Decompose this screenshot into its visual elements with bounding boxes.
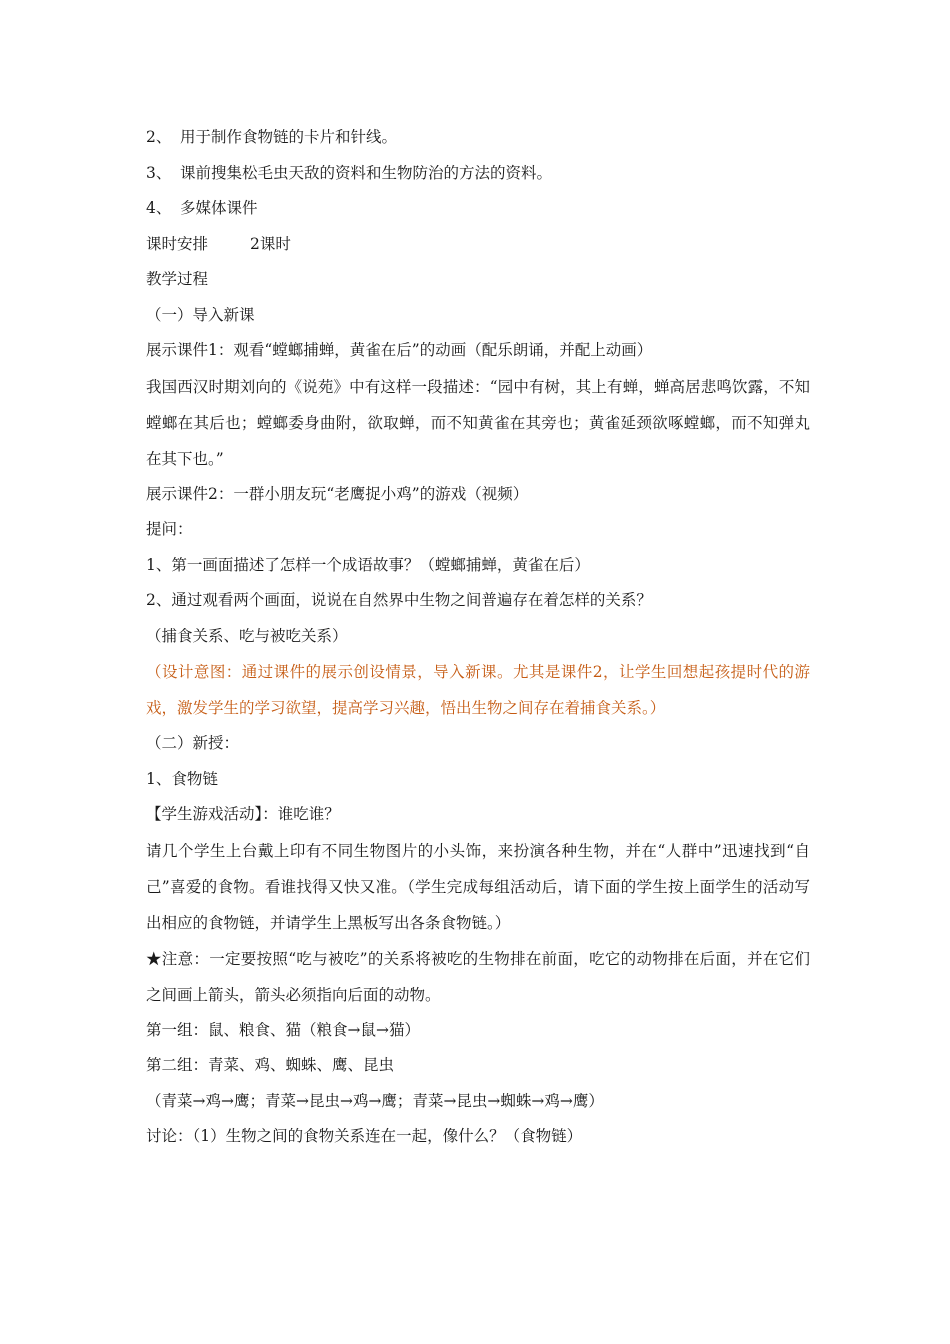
- material-item-4: [146, 191, 810, 227]
- note-paragraph: ★注意：一定要按照“吃与被吃”的关系将被吃的生物排在前面，吃它的动物排在后面，并在它们之间画上箭头，箭头必须指向后面的动物。: [146, 949, 810, 1004]
- schedule-value: 2课时: [250, 234, 291, 253]
- section1-title: （一）导入新课: [146, 305, 255, 324]
- process-title: 教学过程: [146, 270, 209, 288]
- document-page: [146, 120, 810, 1155]
- material-item-2: [146, 120, 810, 156]
- activity-label: 【学生游戏活动】：谁吃谁？: [146, 805, 340, 823]
- activity-description: 请几个学生上台戴上印有不同生物图片的小头饰，来扮演各种生物，并在“人群中”迅速找到“自己”喜爱的食物。看谁找得又快又准。（学生完成每组活动后，请下面的学生按上面学生的活动写出相应的食物链，并请学生上黑板写出各条食物链。）: [146, 841, 810, 932]
- item-text: 用于制作食物链的卡片和针线。: [180, 128, 398, 146]
- item-number: 2、: [146, 128, 172, 146]
- item-number: 3、: [146, 163, 172, 182]
- item-number: 4、: [146, 199, 172, 217]
- schedule-label: 课时安排: [146, 234, 209, 253]
- group-2: 第二组：青菜、鸡、蜘蛛、鹰、昆虫: [146, 1056, 395, 1074]
- item-text: 多媒体课件: [180, 199, 258, 217]
- design-intent: （设计意图：通过课件的展示创设情景，导入新课。尤其是课件2，让学生回想起孩提时代的游戏，激发学生的学习欲望，提高学习兴趣，悟出生物之间存在着捕食关系。）: [146, 663, 810, 717]
- discussion: 讨论：（1）生物之间的食物关系连在一起，像什么？（食物链）: [146, 1127, 583, 1145]
- section2-title: （二）新授：: [146, 734, 240, 752]
- item-text: 课前搜集松毛虫天敌的资料和生物防治的方法的资料。: [180, 163, 553, 182]
- quote-paragraph: 我国西汉时期刘向的《说苑》中有这样一段描述：“园中有树，其上有蝉，蝉高居悲鸣饮露，不知螳螂在其后也；螳螂委身曲附，欲取蝉，而不知黄雀在其旁也；黄雀延颈欲啄螳螂，而不知弹丸在其下也。”: [146, 377, 810, 468]
- section2-subtitle: 1、食物链: [146, 769, 218, 788]
- answer-2: （捕食关系、吃与被吃关系）: [146, 626, 348, 645]
- schedule-line: [146, 227, 810, 263]
- courseware1: 展示课件1：观看“螳螂捕蝉，黄雀在后”的动画（配乐朗诵，并配上动画）: [146, 341, 653, 359]
- group-1: 第一组：鼠、粮食、猫（粮食→鼠→猫）: [146, 1020, 420, 1039]
- question-label: 提问：: [146, 520, 193, 538]
- material-item-3: [146, 156, 810, 192]
- courseware2: 展示课件2：一群小朋友玩“老鹰捉小鸡”的游戏（视频）: [146, 484, 529, 503]
- question-1: 1、第一画面描述了怎样一个成语故事？（螳螂捕蝉，黄雀在后）: [146, 555, 590, 574]
- question-2: 2、通过观看两个画面，说说在自然界中生物之间普遍存在着怎样的关系？: [146, 591, 652, 609]
- group-2-chains: （青菜→鸡→鹰；青菜→昆虫→鸡→鹰；青菜→昆虫→蜘蛛→鸡→鹰）: [146, 1091, 604, 1110]
